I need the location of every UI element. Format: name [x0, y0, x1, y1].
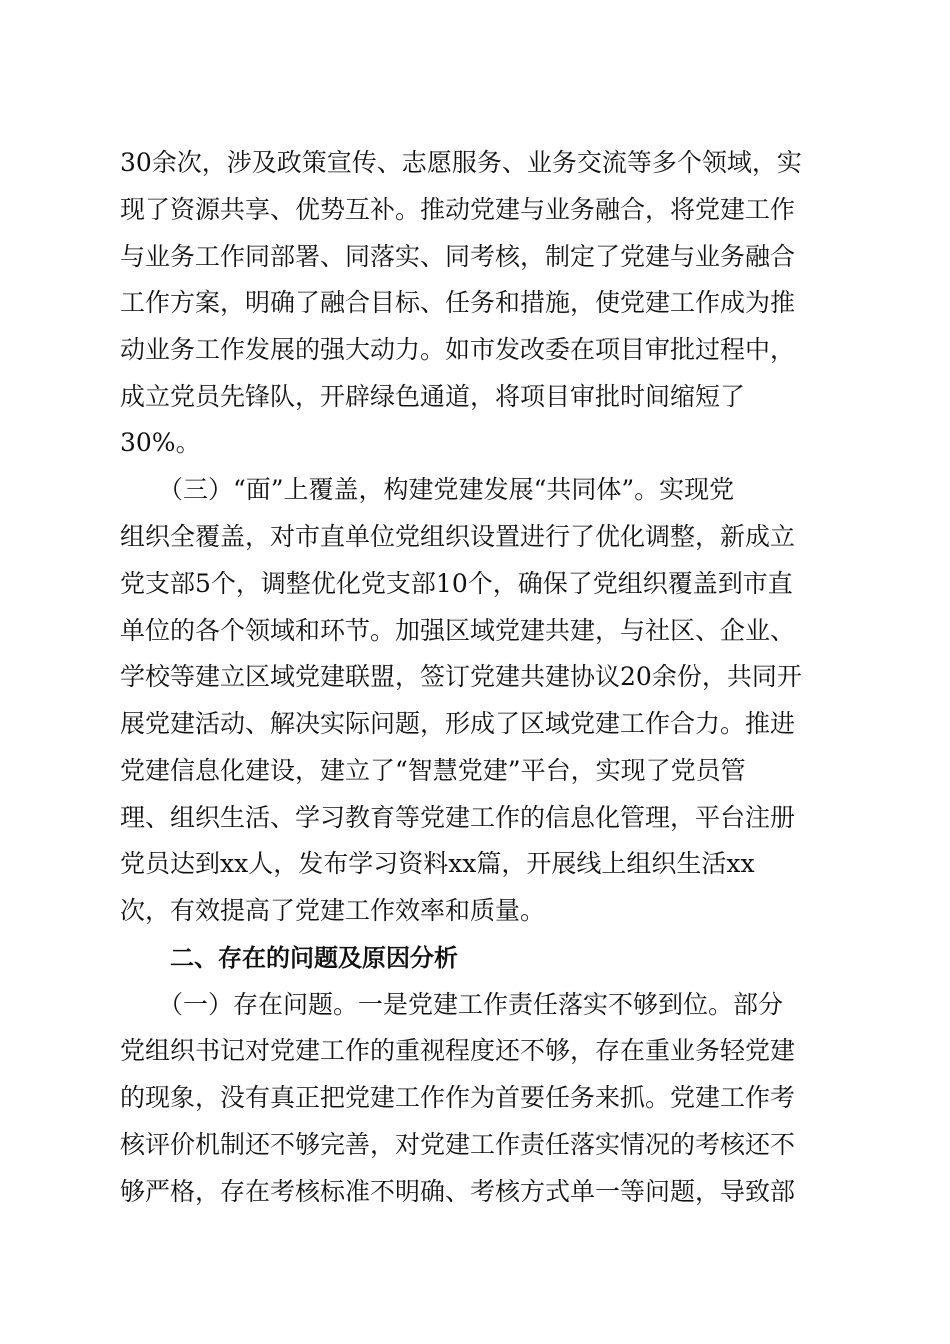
text-line: 现了资源共享、优势互补。推动党建与业务融合，将党建工作: [120, 195, 796, 224]
text-line: 党建信息化建设，建立了“智慧党建”平台，实现了党员管: [120, 756, 746, 785]
text-line: 与业务工作同部署、同落实、同考核，制定了党建与业务融合: [120, 242, 796, 271]
text-line: 30余次，涉及政策宣传、志愿服务、业务交流等多个领域，实: [120, 148, 802, 177]
text-line: 的现象，没有真正把党建工作作为首要任务来抓。党建工作考: [120, 1083, 796, 1112]
text-line: 30%。: [120, 428, 201, 457]
section-heading: 二、存在的问题及原因分析: [170, 944, 458, 972]
text-line: 单位的各个领域和环节。加强区域党建共建，与社区、企业、: [120, 616, 796, 645]
text-line: 学校等建立区域党建联盟，签订党建共建协议20余份，共同开: [120, 662, 802, 691]
text-line: 核评价机制还不够完善，对党建工作责任落实情况的考核还不: [120, 1130, 796, 1159]
section-paragraph-start: （三）“面”上覆盖，构建党建发展“共同体”。实现党: [158, 475, 735, 504]
text-line: 理、组织生活、学习教育等党建工作的信息化管理，平台注册: [120, 803, 796, 832]
text-line: 党员达到xx人，发布学习资料xx篇，开展线上组织生活xx: [120, 849, 755, 878]
text-line: 够严格，存在考核标准不明确、考核方式单一等问题，导致部: [120, 1177, 796, 1206]
text-line: 成立党员先锋队，开辟绿色通道，将项目审批时间缩短了: [120, 382, 746, 411]
text-line: 动业务工作发展的强大动力。如市发改委在项目审批过程中，: [120, 335, 796, 364]
section-paragraph-start: （一）存在问题。一是党建工作责任落实不够到位。部分: [158, 990, 784, 1019]
text-line: 工作方案，明确了融合目标、任务和措施，使党建工作成为推: [120, 288, 796, 317]
text-line: 党支部5个，调整优化党支部10个，确保了党组织覆盖到市直: [120, 569, 793, 598]
text-line: 党组织书记对党建工作的重视程度还不够，存在重业务轻党建: [120, 1036, 796, 1065]
text-line: 组织全覆盖，对市直单位党组织设置进行了优化调整，新成立: [120, 522, 796, 551]
text-line: 次，有效提高了党建工作效率和质量。: [120, 896, 546, 925]
text-line: 展党建活动、解决实际问题，形成了区域党建工作合力。推进: [120, 709, 796, 738]
